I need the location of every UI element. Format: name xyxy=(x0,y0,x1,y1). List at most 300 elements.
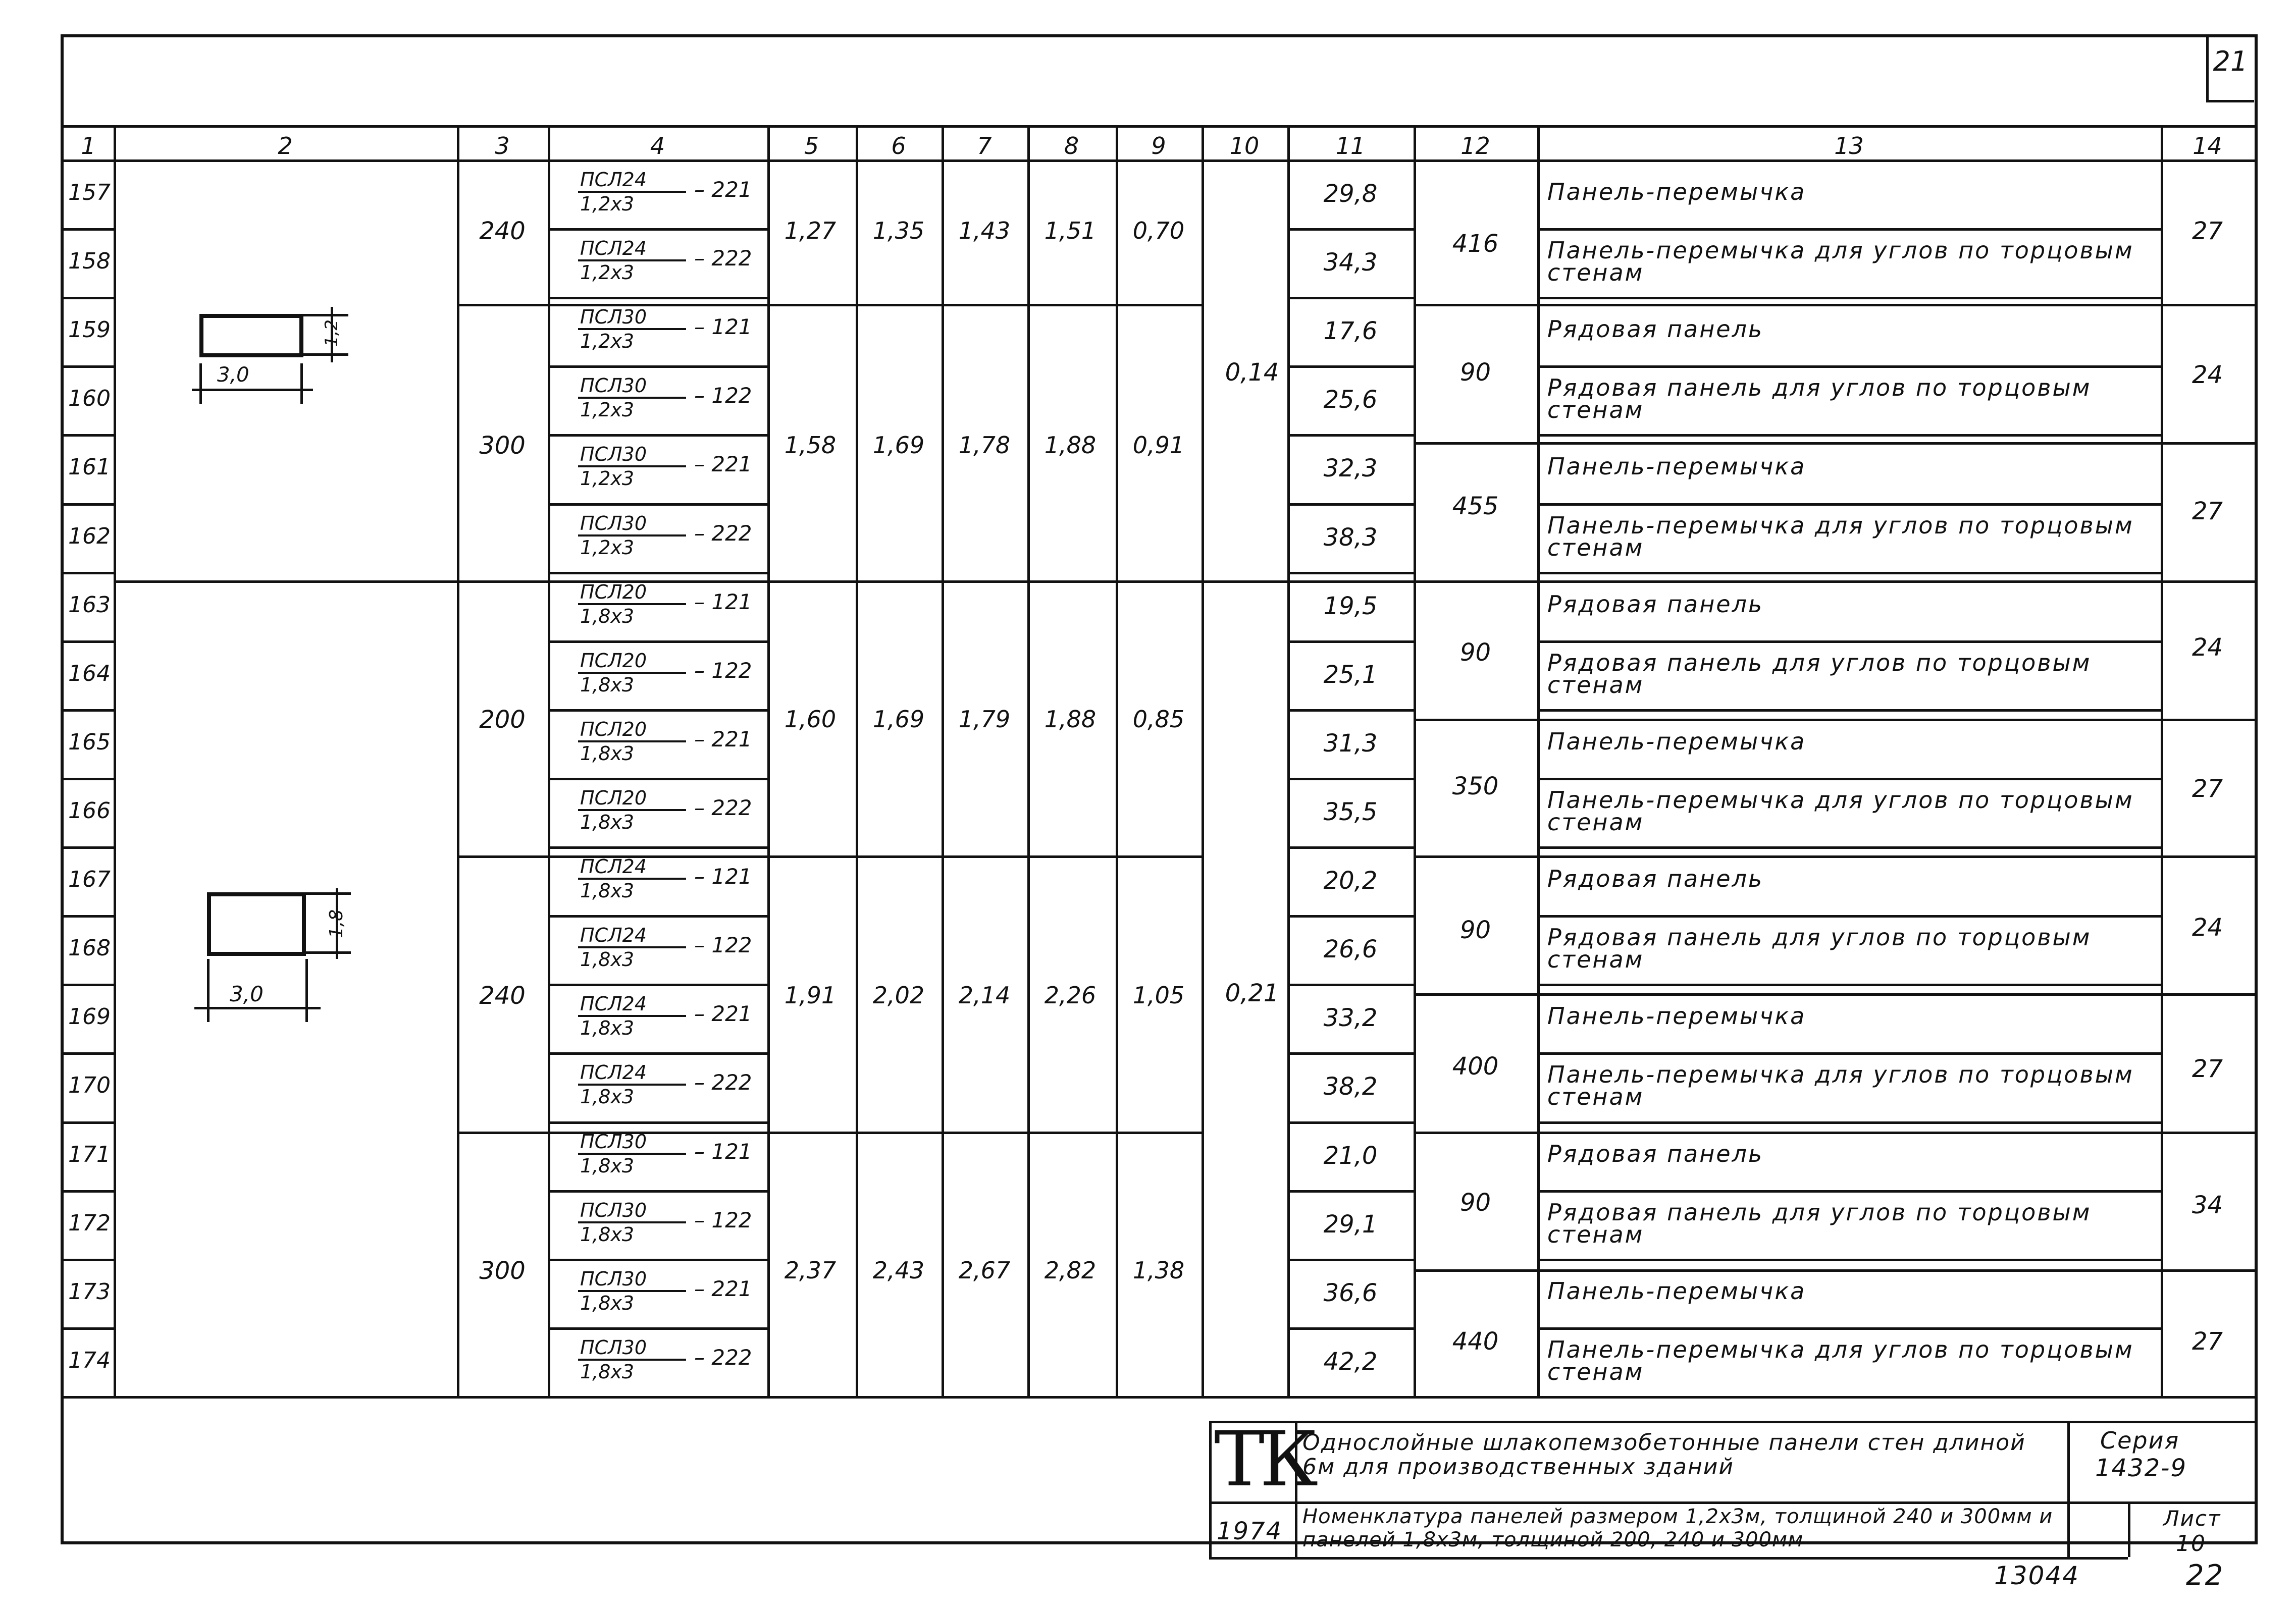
row-number: 159 xyxy=(68,317,111,343)
col12-value-7: 400 xyxy=(1452,1052,1499,1081)
row-number: 170 xyxy=(68,1072,111,1099)
row-line xyxy=(548,297,767,299)
row-line xyxy=(548,846,767,849)
panel-mark-bottom: 1,8х3 xyxy=(580,1086,635,1108)
row-line xyxy=(1537,846,2161,849)
panel-weight: 38,3 xyxy=(1323,523,1378,552)
panel-description: Панель-перемычка xyxy=(1547,1002,1806,1030)
row-line xyxy=(1537,1259,2161,1261)
panel-mark-bottom: 1,8х3 xyxy=(580,1360,635,1383)
titleblock-top-line xyxy=(1209,1421,2255,1423)
panel-mark-suffix: – 222 xyxy=(694,795,752,820)
sketch-1-height-label: 1,2 xyxy=(322,319,342,347)
col14-value-1: 27 xyxy=(2191,217,2223,245)
panel-mark-suffix: – 222 xyxy=(694,1345,752,1370)
row-line xyxy=(1287,1259,1414,1261)
sheet-number: 21 xyxy=(2213,45,2248,77)
group-value-c7: 1,43 xyxy=(958,217,1011,244)
group-value-c6: 1,69 xyxy=(872,432,925,459)
panel-mark-top: ПСЛ24 xyxy=(578,169,686,193)
col12-value-3: 455 xyxy=(1452,492,1499,520)
group-value-c9: 0,85 xyxy=(1132,706,1185,733)
sketch-1-width-tick-right xyxy=(300,363,303,404)
panel-mark-top: ПСЛ30 xyxy=(578,374,686,399)
row-line xyxy=(61,572,114,574)
panel-weight: 19,5 xyxy=(1323,592,1378,620)
row-line xyxy=(1287,1190,1414,1193)
panel-mark-bottom: 1,2х3 xyxy=(580,399,635,421)
sketch-2-width-tick-right xyxy=(305,959,308,1022)
row-line xyxy=(1537,297,2161,299)
sketch-2-width-dim xyxy=(194,1007,321,1009)
group-value-c6: 1,35 xyxy=(872,217,925,244)
row-line xyxy=(1287,503,1414,506)
group-value-c8: 2,82 xyxy=(1044,1257,1097,1284)
header-col-4: 4 xyxy=(650,132,665,159)
col-line-3 xyxy=(548,125,550,1396)
sketch-2-width-label: 3,0 xyxy=(230,982,264,1006)
panel-sketch-2 xyxy=(207,892,306,956)
panel-mark-bottom: 1,8х3 xyxy=(580,811,635,833)
col12-value-2: 90 xyxy=(1459,358,1491,387)
panel-mark xyxy=(578,924,752,971)
panel-description: Рядовая панель xyxy=(1547,865,1764,893)
col-line-7 xyxy=(1027,125,1030,1396)
row-number: 169 xyxy=(68,1004,111,1030)
row-number: 174 xyxy=(68,1347,111,1373)
row-number: 158 xyxy=(68,248,111,275)
panel-mark-top: ПСЛ20 xyxy=(578,718,686,742)
panel-mark-top: ПСЛ24 xyxy=(578,855,686,880)
row-line xyxy=(61,503,114,506)
table-bottom-line xyxy=(61,1396,2255,1399)
panel-mark-bottom: 1,2х3 xyxy=(580,536,635,559)
col12-value-4: 90 xyxy=(1459,638,1491,667)
sketch-2-width-tick-left xyxy=(207,959,210,1022)
sketch-2-height-tick-bottom xyxy=(305,951,351,954)
row-line xyxy=(548,365,767,368)
panel-weight: 33,2 xyxy=(1323,1004,1378,1033)
row-line xyxy=(61,984,114,986)
row-line xyxy=(1537,640,2161,643)
titleblock-series-line xyxy=(2067,1421,2070,1557)
panel-mark-suffix: – 221 xyxy=(694,177,752,202)
pair-line-6 xyxy=(1414,993,2255,996)
panel-mark-top: ПСЛ30 xyxy=(578,1199,686,1223)
header-top-line xyxy=(61,125,2255,128)
panel-mark-suffix: – 121 xyxy=(694,589,752,614)
row-line xyxy=(548,503,767,506)
panel-mark-top: ПСЛ30 xyxy=(578,1268,686,1292)
row-line xyxy=(61,228,114,231)
row-line xyxy=(1537,434,2161,437)
panel-mark xyxy=(578,374,752,421)
panel-mark-bottom: 1,2х3 xyxy=(580,467,635,490)
stamp-number: 13044 xyxy=(1994,1561,2080,1590)
sketch-1-height-tick-bottom xyxy=(303,353,348,356)
row-line xyxy=(1287,365,1414,368)
col-line-1 xyxy=(114,125,116,1396)
col-line-2 xyxy=(457,125,459,1396)
panel-mark-suffix: – 121 xyxy=(694,864,752,889)
row-line xyxy=(548,984,767,986)
panel-mark-top: ПСЛ24 xyxy=(578,924,686,948)
titleblock-mid-line xyxy=(1209,1501,2255,1504)
row-number: 168 xyxy=(68,935,111,961)
titleblock-sheet-line xyxy=(2128,1501,2130,1557)
panel-description: Рядовая панель для углов по торцовым стенам xyxy=(1547,924,2092,974)
row-number: 172 xyxy=(68,1210,111,1236)
row-line xyxy=(1287,778,1414,780)
header-col-10: 10 xyxy=(1229,132,1260,159)
sketch-1-width-dim xyxy=(192,389,313,391)
row-line xyxy=(548,572,767,574)
panel-mark-bottom: 1,8х3 xyxy=(580,948,635,971)
header-col-12: 12 xyxy=(1460,132,1490,159)
panel-weight: 29,1 xyxy=(1323,1210,1378,1239)
group-value-c5: 1,91 xyxy=(784,982,837,1009)
row-line xyxy=(61,778,114,780)
row-number: 163 xyxy=(68,592,111,618)
panel-mark-top: ПСЛ24 xyxy=(578,237,686,261)
col12-value-9: 440 xyxy=(1452,1327,1499,1356)
panel-description: Панель-перемычка для углов по торцовым стенам xyxy=(1547,237,2134,287)
col12-value-8: 90 xyxy=(1459,1189,1491,1217)
panel-weight: 29,8 xyxy=(1323,180,1378,208)
group-value-c9: 0,70 xyxy=(1132,217,1185,244)
panel-mark-bottom: 1,8х3 xyxy=(580,673,635,696)
panel-weight: 25,6 xyxy=(1323,386,1378,414)
panel-description: Панель-перемычка xyxy=(1547,178,1806,205)
pair-line-5 xyxy=(1414,855,2255,858)
row-line xyxy=(1537,1052,2161,1055)
row-line xyxy=(548,1327,767,1330)
row-line xyxy=(1537,1327,2161,1330)
group-value-c5: 1,58 xyxy=(784,432,837,459)
thickness-group-4: 240 xyxy=(479,982,526,1010)
panel-description: Панель-перемычка xyxy=(1547,1277,1806,1305)
panel-mark-bottom: 1,8х3 xyxy=(580,1154,635,1177)
row-line xyxy=(548,1052,767,1055)
col14-value-3: 27 xyxy=(2191,497,2223,525)
header-col-6: 6 xyxy=(891,132,906,159)
panel-description: Панель-перемычка xyxy=(1547,727,1806,755)
header-col-8: 8 xyxy=(1064,132,1079,159)
group-line-3 xyxy=(457,855,1202,858)
titleblock-bottom-line xyxy=(1209,1557,2128,1560)
header-col-9: 9 xyxy=(1151,132,1166,159)
panel-mark xyxy=(578,1061,752,1108)
panel-mark-top: ПСЛ30 xyxy=(578,1131,686,1155)
group-value-c5: 1,60 xyxy=(784,706,837,733)
group-value-c9: 1,38 xyxy=(1132,1257,1185,1284)
row-line xyxy=(548,778,767,780)
panel-weight: 38,2 xyxy=(1323,1072,1378,1101)
col14-value-2: 24 xyxy=(2191,361,2223,389)
col-line-4 xyxy=(767,125,770,1396)
panel-mark-bottom: 1,2х3 xyxy=(580,261,635,284)
panel-mark xyxy=(578,855,752,902)
page-number: 22 xyxy=(2186,1559,2224,1592)
header-col-1: 1 xyxy=(81,132,96,159)
row-number: 161 xyxy=(68,454,111,480)
panel-mark-top: ПСЛ20 xyxy=(578,581,686,605)
row-line xyxy=(548,1259,767,1261)
panel-mark-top: ПСЛ20 xyxy=(578,787,686,811)
row-line xyxy=(61,1121,114,1124)
col14-value-9: 27 xyxy=(2191,1327,2223,1356)
row-line xyxy=(1287,846,1414,849)
panel-weight: 31,3 xyxy=(1323,729,1378,758)
header-col-14: 14 xyxy=(2193,132,2222,159)
panel-mark-suffix: – 121 xyxy=(694,1139,752,1164)
row-number: 173 xyxy=(68,1278,111,1305)
panel-mark xyxy=(578,1130,752,1177)
row-line xyxy=(61,434,114,437)
panel-mark-top: ПСЛ30 xyxy=(578,1336,686,1361)
row-line xyxy=(1537,503,2161,506)
panel-description: Панель-перемычка для углов по торцовым стенам xyxy=(1547,786,2134,836)
col-line-12 xyxy=(1537,125,1540,1396)
row-line xyxy=(548,1190,767,1193)
row-line xyxy=(1287,709,1414,712)
panel-mark-suffix: – 222 xyxy=(694,1070,752,1095)
row-line xyxy=(61,1052,114,1055)
row-number: 167 xyxy=(68,867,111,893)
panel-mark-suffix: – 221 xyxy=(694,452,752,477)
titleblock-left-line xyxy=(1209,1421,1212,1557)
row-line xyxy=(61,846,114,849)
panel-weight: 26,6 xyxy=(1323,935,1378,964)
row-line xyxy=(1287,572,1414,574)
panel-mark-bottom: 1,2х3 xyxy=(580,330,635,353)
row-line xyxy=(548,640,767,643)
col14-value-4: 24 xyxy=(2191,633,2223,662)
panel-weight: 25,1 xyxy=(1323,660,1378,689)
panel-description: Рядовая панель для углов по торцовым стенам xyxy=(1547,1198,2092,1248)
panel-mark xyxy=(578,443,752,490)
header-col-11: 11 xyxy=(1335,132,1366,159)
panel-mark-suffix: – 122 xyxy=(694,383,752,408)
panel-mark-top: ПСЛ30 xyxy=(578,443,686,467)
series-value: 1432-9 xyxy=(2095,1454,2187,1482)
panel-mark xyxy=(578,237,752,284)
row-number: 164 xyxy=(68,660,111,686)
group-value-c7: 2,14 xyxy=(958,982,1011,1009)
pair-line-3 xyxy=(1414,580,2255,583)
titleblock-subtitle: Номенклатура панелей размером 1,2х3м, толщиной 240 и 300мм и панелей 1,8х3м, толщиной 200, 240 и 300мм xyxy=(1302,1505,2053,1551)
row-line xyxy=(1537,1190,2161,1193)
panel-mark-bottom: 1,8х3 xyxy=(580,1292,635,1314)
sketch-2-height-tick-top xyxy=(305,892,351,895)
panel-mark-suffix: – 122 xyxy=(694,1207,752,1232)
group-value-c6: 1,69 xyxy=(872,706,925,733)
row-number: 165 xyxy=(68,729,111,755)
thickness-group-1: 240 xyxy=(479,217,526,245)
row-line xyxy=(1537,778,2161,780)
row-number: 157 xyxy=(68,180,111,205)
col-line-10 xyxy=(1287,125,1290,1396)
row-line xyxy=(61,297,114,299)
group-value-c6: 2,43 xyxy=(872,1257,925,1284)
row-line xyxy=(1537,984,2161,986)
header-col-7: 7 xyxy=(977,132,992,159)
panel-mark-top: ПСЛ20 xyxy=(578,650,686,674)
col14-value-8: 34 xyxy=(2191,1191,2223,1219)
row-number: 171 xyxy=(68,1141,111,1167)
row-line xyxy=(1537,915,2161,918)
sheet-value: 10 xyxy=(2176,1531,2206,1557)
panel-sketch-1 xyxy=(199,314,303,357)
panel-weight: 34,3 xyxy=(1323,248,1378,277)
tk-logo: ТК xyxy=(1214,1416,1314,1504)
row-line xyxy=(1287,1327,1414,1330)
thickness-group-2: 300 xyxy=(479,432,526,460)
row-number: 162 xyxy=(68,523,111,549)
panel-mark xyxy=(578,1199,752,1246)
row-line xyxy=(1537,572,2161,574)
panel-mark xyxy=(578,512,752,559)
group-line-1 xyxy=(457,304,1202,306)
row-line xyxy=(61,640,114,643)
col12-value-1: 416 xyxy=(1452,230,1499,258)
sketch-1-width-label: 3,0 xyxy=(217,363,249,387)
panel-weight: 36,6 xyxy=(1323,1278,1378,1307)
panel-mark xyxy=(578,1336,752,1383)
row-line xyxy=(548,228,767,231)
row-line xyxy=(1537,709,2161,712)
thickness-group-5: 300 xyxy=(479,1257,526,1285)
group-value-c6: 2,02 xyxy=(872,982,925,1009)
panel-weight: 42,2 xyxy=(1323,1347,1378,1376)
panel-mark-top: ПСЛ30 xyxy=(578,512,686,536)
group-value-c8: 1,51 xyxy=(1044,217,1097,244)
col14-value-6: 24 xyxy=(2191,914,2223,942)
sketch-1-height-tick-top xyxy=(303,314,348,316)
col10-value-1: 0,14 xyxy=(1225,358,1279,387)
row-line xyxy=(61,1190,114,1193)
panel-description: Рядовая панель xyxy=(1547,1140,1764,1167)
sketch-1-width-tick-left xyxy=(199,363,202,404)
panel-mark xyxy=(578,1267,752,1314)
row-line xyxy=(1537,365,2161,368)
pair-line-1 xyxy=(1414,304,2255,306)
group-value-c9: 0,91 xyxy=(1132,432,1185,459)
col12-value-6: 90 xyxy=(1459,916,1491,944)
panel-mark-suffix: – 222 xyxy=(694,520,752,546)
row-line xyxy=(548,709,767,712)
panel-weight: 17,6 xyxy=(1323,317,1378,346)
row-number: 160 xyxy=(68,386,111,412)
row-line xyxy=(1287,640,1414,643)
row-number: 166 xyxy=(68,797,111,824)
group-value-c7: 1,79 xyxy=(958,706,1011,733)
panel-mark-bottom: 1,8х3 xyxy=(580,605,635,627)
panel-mark xyxy=(578,649,752,696)
panel-mark-suffix: – 122 xyxy=(694,933,752,958)
pair-line-7 xyxy=(1414,1132,2255,1134)
panel-mark-suffix: – 122 xyxy=(694,658,752,683)
row-line xyxy=(548,915,767,918)
group-line-4 xyxy=(457,1132,1202,1134)
panel-mark-bottom: 1,2х3 xyxy=(580,193,635,215)
panel-mark xyxy=(578,580,752,627)
row-line xyxy=(61,1259,114,1261)
group-line-0 xyxy=(114,159,1416,162)
panel-description: Панель-перемычка для углов по торцовым стенам xyxy=(1547,1061,2134,1111)
col-line-5 xyxy=(856,125,858,1396)
row-line xyxy=(1287,984,1414,986)
panel-mark-bottom: 1,8х3 xyxy=(580,880,635,902)
panel-mark-suffix: – 222 xyxy=(694,246,752,271)
panel-mark xyxy=(578,786,752,833)
col14-value-5: 27 xyxy=(2191,775,2223,803)
thickness-group-3: 200 xyxy=(479,706,526,734)
row-line xyxy=(1287,1121,1414,1124)
col-line-9 xyxy=(1202,125,1204,1396)
panel-mark-bottom: 1,8х3 xyxy=(580,1017,635,1040)
panel-mark-top: ПСЛ24 xyxy=(578,1061,686,1086)
group-value-c8: 1,88 xyxy=(1044,706,1097,733)
panel-mark-suffix: – 121 xyxy=(694,314,752,340)
panel-weight: 21,0 xyxy=(1323,1141,1378,1170)
row-line xyxy=(1537,228,2161,231)
row-line xyxy=(1287,434,1414,437)
row-line xyxy=(548,434,767,437)
panel-description: Рядовая панель для углов по торцовым стенам xyxy=(1547,649,2092,699)
group-value-c7: 2,67 xyxy=(958,1257,1011,1284)
panel-mark xyxy=(578,993,752,1040)
row-line xyxy=(61,709,114,712)
titleblock-year: 1974 xyxy=(1217,1517,1283,1545)
group-value-c8: 2,26 xyxy=(1044,982,1097,1009)
group-value-c5: 2,37 xyxy=(784,1257,837,1284)
row-line xyxy=(61,365,114,368)
row-line xyxy=(61,1327,114,1330)
titleblock-title: Однослойные шлакопемзобетонные панели стен длиной 6м для производственных зданий xyxy=(1302,1430,2026,1480)
row-line xyxy=(1287,915,1414,918)
panel-mark xyxy=(578,169,752,215)
row-line xyxy=(1537,1121,2161,1124)
group-value-c9: 1,05 xyxy=(1132,982,1185,1009)
row-line xyxy=(1287,228,1414,231)
row-line xyxy=(1287,297,1414,299)
panel-description: Панель-перемычка для углов по торцовым стенам xyxy=(1547,1335,2134,1385)
pair-line-2 xyxy=(1414,442,2255,445)
panel-mark-top: ПСЛ24 xyxy=(578,993,686,1017)
panel-mark-suffix: – 221 xyxy=(694,726,752,752)
col12-value-5: 350 xyxy=(1452,772,1499,800)
panel-mark-suffix: – 221 xyxy=(694,1276,752,1301)
header-col-2: 2 xyxy=(278,132,293,159)
header-col-5: 5 xyxy=(804,132,819,159)
panel-description: Рядовая панель для углов по торцовым стенам xyxy=(1547,374,2092,424)
col-line-6 xyxy=(942,125,944,1396)
panel-mark xyxy=(578,306,752,353)
row-line xyxy=(548,1121,767,1124)
group-value-c5: 1,27 xyxy=(784,217,837,244)
panel-weight: 35,5 xyxy=(1323,797,1378,826)
group-value-c7: 1,78 xyxy=(958,432,1011,459)
pair-line-8 xyxy=(1414,1269,2255,1272)
panel-mark-bottom: 1,8х3 xyxy=(580,742,635,765)
row-line xyxy=(61,915,114,918)
header-col-13: 13 xyxy=(1834,132,1864,159)
panel-weight: 20,2 xyxy=(1323,867,1378,895)
panel-description: Рядовая панель xyxy=(1547,590,1764,618)
panel-mark-bottom: 1,8х3 xyxy=(580,1223,635,1246)
col-line-8 xyxy=(1116,125,1118,1396)
